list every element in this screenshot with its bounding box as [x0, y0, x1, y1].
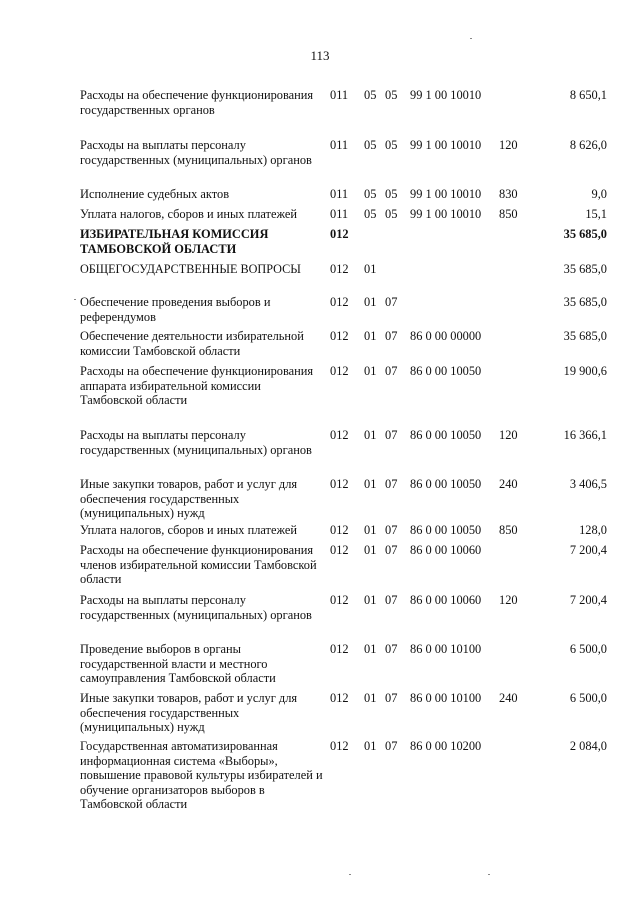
row-amount: 15,1 [585, 207, 607, 221]
row-subsection-code: 07 [385, 477, 398, 491]
row-section-code: 01 [364, 428, 377, 442]
row-target-article: 99 1 00 10010 [410, 187, 482, 201]
row-target-article: 99 1 00 10010 [410, 138, 482, 152]
row-section-code: 01 [364, 477, 377, 491]
row-expense-type: 850 [499, 207, 518, 221]
row-target-article: 86 0 00 10060 [410, 593, 482, 607]
row-amount: 3 406,5 [569, 477, 607, 491]
row-amount: 35 685,0 [563, 329, 607, 343]
row-expense-type: 120 [499, 138, 518, 152]
scan-speck [74, 299, 76, 300]
row-section-code: 01 [364, 364, 377, 378]
row-section-code: 01 [364, 523, 377, 537]
row-admin-code: 012 [330, 295, 349, 309]
row-amount: 16 366,1 [563, 428, 607, 442]
row-amount: 8 626,0 [569, 138, 607, 152]
row-section-code: 01 [364, 642, 377, 656]
row-name: Расходы на обеспечение функционирования государственных органов [80, 88, 314, 117]
row-expense-type: 830 [499, 187, 518, 201]
row-section-code: 01 [364, 739, 377, 753]
row-name: Расходы на обеспечение функционирования членов избирательной комиссии Тамбовской области [80, 543, 317, 587]
row-target-article: 86 0 00 10200 [410, 739, 482, 753]
row-target-article: 86 0 00 10050 [410, 523, 482, 537]
row-name: Расходы на выплаты персоналу государственных (муниципальных) органов [80, 428, 312, 457]
row-section-code: 05 [364, 207, 377, 221]
row-target-article: 86 0 00 10050 [410, 364, 482, 378]
row-admin-code: 012 [330, 523, 349, 537]
row-admin-code: 012 [330, 227, 349, 241]
row-subsection-code: 05 [385, 207, 398, 221]
row-admin-code: 012 [330, 691, 349, 705]
row-amount: 8 650,1 [569, 88, 607, 102]
row-target-article: 99 1 00 10010 [410, 88, 482, 102]
row-amount: 19 900,6 [563, 364, 607, 378]
row-amount: 6 500,0 [569, 642, 607, 656]
row-name: Иные закупки товаров, работ и услуг для обеспечения государственных (муниципальных) нужд [80, 477, 298, 521]
scan-speck [470, 38, 472, 39]
row-subsection-code: 07 [385, 739, 398, 753]
row-target-article: 86 0 00 00000 [410, 329, 482, 343]
row-name: Расходы на выплаты персоналу государственных (муниципальных) органов [80, 138, 312, 167]
page-number: 113 [310, 48, 330, 63]
row-expense-type: 850 [499, 523, 518, 537]
row-subsection-code: 07 [385, 543, 398, 557]
row-section-code: 01 [364, 691, 377, 705]
row-subsection-code: 07 [385, 642, 398, 656]
row-admin-code: 011 [330, 138, 349, 152]
row-admin-code: 012 [330, 739, 349, 753]
row-section-code: 05 [364, 187, 377, 201]
row-name: Уплата налогов, сборов и иных платежей [80, 523, 298, 537]
row-amount: 6 500,0 [569, 691, 607, 705]
row-subsection-code: 05 [385, 138, 398, 152]
row-name: Расходы на обеспечение функционирования аппарата избирательной комиссии Тамбовской области [80, 364, 314, 408]
row-expense-type: 120 [499, 428, 518, 442]
row-amount: 7 200,4 [569, 543, 607, 557]
row-target-article: 86 0 00 10050 [410, 477, 482, 491]
row-target-article: 86 0 00 10100 [410, 642, 482, 656]
row-section-code: 01 [364, 262, 377, 276]
row-subsection-code: 07 [385, 364, 398, 378]
row-subsection-code: 07 [385, 593, 398, 607]
row-name: Расходы на выплаты персоналу государственных (муниципальных) органов [80, 593, 312, 622]
row-admin-code: 012 [330, 364, 349, 378]
row-amount: 2 084,0 [569, 739, 607, 753]
row-admin-code: 012 [330, 329, 349, 343]
scan-speck [488, 874, 490, 875]
row-admin-code: 011 [330, 88, 349, 102]
row-name: Проведение выборов в органы государственной власти и местного самоуправления Тамбовской области [80, 642, 276, 686]
row-amount: 128,0 [579, 523, 607, 537]
row-target-article: 86 0 00 10100 [410, 691, 482, 705]
row-name: Обеспечение деятельности избирательной комиссии Тамбовской области [80, 329, 304, 358]
row-name: Исполнение судебных актов [80, 187, 230, 201]
row-subsection-code: 07 [385, 329, 398, 343]
row-expense-type: 120 [499, 593, 518, 607]
row-admin-code: 011 [330, 207, 349, 221]
row-admin-code: 012 [330, 593, 349, 607]
row-section-code: 05 [364, 88, 377, 102]
row-amount: 35 685,0 [563, 227, 607, 241]
row-target-article: 86 0 00 10060 [410, 543, 482, 557]
row-target-article: 86 0 00 10050 [410, 428, 482, 442]
row-admin-code: 012 [330, 262, 349, 276]
row-name: Иные закупки товаров, работ и услуг для обеспечения государственных (муниципальных) нужд [80, 691, 298, 735]
row-admin-code: 011 [330, 187, 349, 201]
row-section-code: 01 [364, 295, 377, 309]
row-admin-code: 012 [330, 642, 349, 656]
row-section-code: 01 [364, 593, 377, 607]
row-target-article: 99 1 00 10010 [410, 207, 482, 221]
row-subsection-code: 07 [385, 523, 398, 537]
row-name: Уплата налогов, сборов и иных платежей [80, 207, 298, 221]
row-amount: 35 685,0 [563, 262, 607, 276]
row-section-code: 01 [364, 329, 377, 343]
row-subsection-code: 07 [385, 691, 398, 705]
row-subsection-code: 07 [385, 295, 398, 309]
row-section-code: 05 [364, 138, 377, 152]
row-name: ИЗБИРАТЕЛЬНАЯ КОМИССИЯ ТАМБОВСКОЙ ОБЛАСТИ [80, 227, 269, 256]
row-expense-type: 240 [499, 477, 518, 491]
row-expense-type: 240 [499, 691, 518, 705]
row-subsection-code: 07 [385, 428, 398, 442]
row-subsection-code: 05 [385, 187, 398, 201]
row-section-code: 01 [364, 543, 377, 557]
row-name: Обеспечение проведения выборов и референдумов [80, 295, 271, 324]
row-subsection-code: 05 [385, 88, 398, 102]
scan-speck [349, 874, 351, 875]
row-admin-code: 012 [330, 477, 349, 491]
row-admin-code: 012 [330, 428, 349, 442]
row-name: ОБЩЕГОСУДАРСТВЕННЫЕ ВОПРОСЫ [80, 262, 301, 276]
row-amount: 35 685,0 [563, 295, 607, 309]
row-admin-code: 012 [330, 543, 349, 557]
row-amount: 9,0 [591, 187, 607, 201]
row-amount: 7 200,4 [569, 593, 607, 607]
row-name: Государственная автоматизированная информационная система «Выборы», повышение правовой культуры избирателей и обучение организаторов выборов в Тамбовской области [80, 739, 323, 812]
